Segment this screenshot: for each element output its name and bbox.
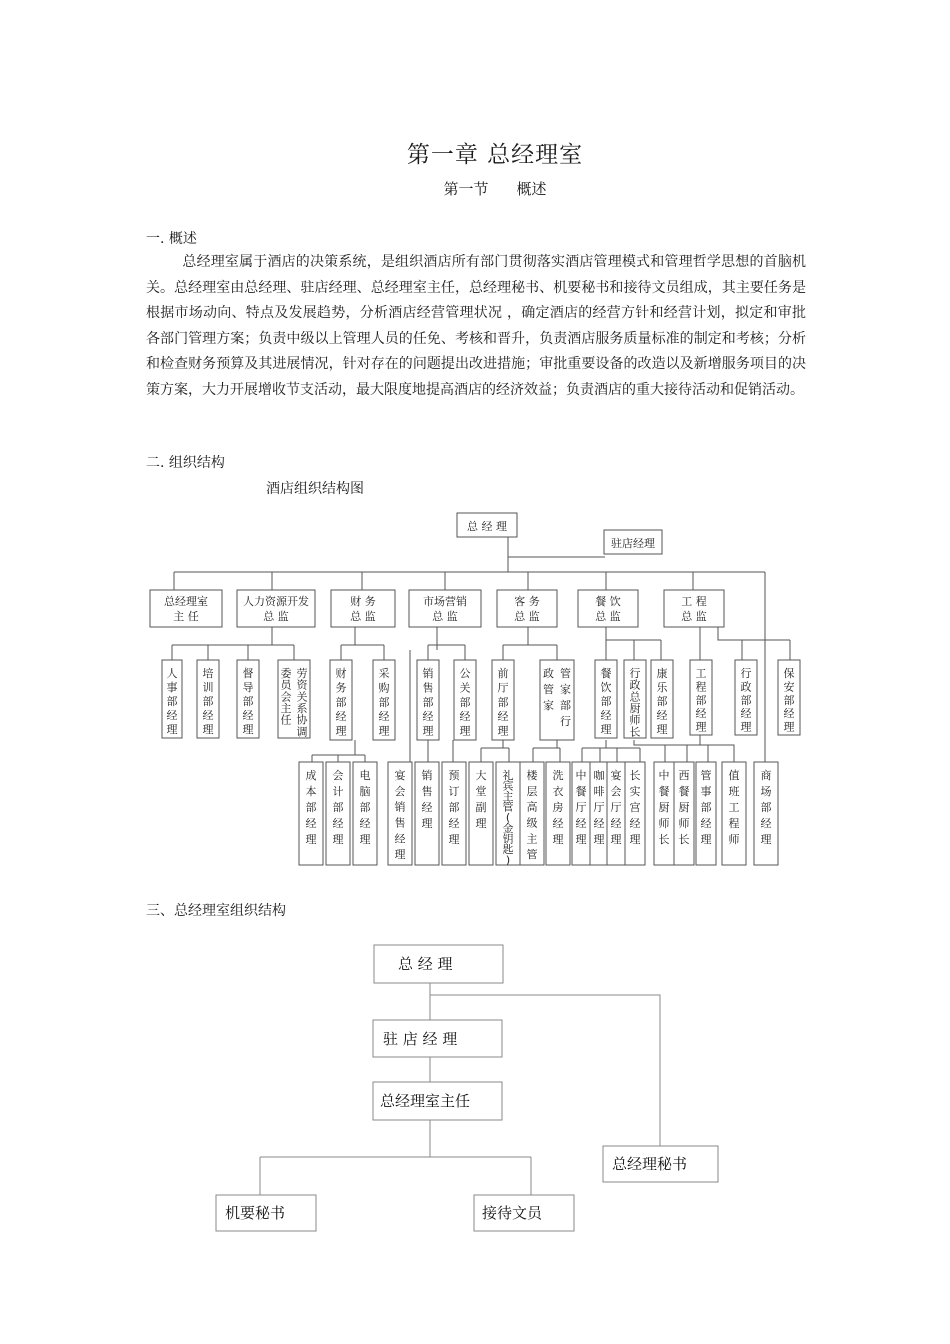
level3-box-char: 部 xyxy=(656,695,668,708)
level4-box-char: ) xyxy=(505,853,511,867)
level3-box-char: 理 xyxy=(422,724,434,738)
level4-box-char: 洗 xyxy=(552,769,564,782)
level3-box-char: 康 xyxy=(656,667,668,680)
level3-box-char: 委 xyxy=(280,667,292,680)
level4-box-char: 电 xyxy=(359,769,371,782)
level3-box-char: 理 xyxy=(378,724,390,738)
level3-box-char: 资 xyxy=(296,678,308,692)
level4-box-char: 销 xyxy=(421,769,433,782)
level3-box-char: 管 xyxy=(543,683,554,696)
section-number: 第一节 xyxy=(443,180,489,198)
level4-box-char: 高 xyxy=(526,800,538,814)
chapter-title: 第一章 总经理室 xyxy=(406,142,584,168)
level4-box-char: 经 xyxy=(629,817,641,830)
director-label: 客 务 xyxy=(514,595,540,608)
level4-box-char: 会 xyxy=(394,784,406,798)
level4-box-char: 理 xyxy=(394,848,406,862)
level3-box-char: 经 xyxy=(695,707,707,721)
level3-box-char: 理 xyxy=(202,723,214,736)
level3-box-char: 厨 xyxy=(629,702,641,715)
level4-box-char: 理 xyxy=(421,817,433,830)
director-label: 财 务 xyxy=(350,595,376,608)
level4-box-char: 宴 xyxy=(610,769,622,782)
level4-box-char: 经 xyxy=(421,801,433,814)
level4-box-char: 厅 xyxy=(575,801,587,814)
level3-box-char: 经 xyxy=(242,709,254,722)
level4-box-char: 中 xyxy=(658,769,670,782)
level4-box-char: 副 xyxy=(475,801,487,814)
director-label: 总 监 xyxy=(595,610,621,623)
level4-box-char: 售 xyxy=(421,785,433,798)
level3-box-char: 部 xyxy=(600,695,612,708)
level4-box-char: ( xyxy=(505,811,511,825)
level4-box-char: 大 xyxy=(475,769,487,782)
level3-box-char: 行 xyxy=(560,715,571,728)
resident-label: 驻 店 经 理 xyxy=(383,1030,458,1048)
level3-box-char: 家 xyxy=(560,683,571,696)
level4-box-char: 钥 xyxy=(502,832,514,846)
level4-box-char: 理 xyxy=(359,833,371,846)
level4-box-char: 成 xyxy=(305,769,317,782)
level3-box-char: 长 xyxy=(629,725,641,739)
level4-box-char: 衣 xyxy=(552,785,564,798)
level4-box-char: 金 xyxy=(502,821,514,835)
level3-box-char: 部 xyxy=(783,693,795,707)
level3-box-char: 理 xyxy=(740,720,752,734)
level3-box-char: 训 xyxy=(202,681,214,694)
level4-box-char: 宾 xyxy=(502,779,514,793)
level3-box-char: 理 xyxy=(600,723,612,736)
level4-box-char: 房 xyxy=(552,801,564,814)
level3-box-char: 厅 xyxy=(497,681,509,695)
level4-box-char: 厨 xyxy=(658,801,670,814)
overview-paragraph: 总经理室属于酒店的决策系统，是组织酒店所有部门贯彻落实酒店管理模式和管理哲学思想的首脑机关。总经理室由总经理、驻店经理、总经理室主任，总经理秘书、机要秘书和接待文员组成，其主要任务是根据市场动向、特点及发展趋势，分析酒店经营管理状况 ，确定酒店的经营方针和经营计划，拟定和审批各部门管理方案；负责中级以上管理人员的任免、考核和晋升，负责酒店服务质量标准的制定和考核；分析和检查财务预算及其进展情况，针对存在的问题提出改进措施；审批重要设备的改造以及新增服务项目的决策方案，大力开展增收节支活动，最大限度地提高酒店的经济效益；负责酒店的重大接待活动和促销活动。 xyxy=(146,254,806,398)
level4-box-char: 宴 xyxy=(394,769,406,782)
level4-box-char: 层 xyxy=(526,784,538,798)
level3-box-char: 会 xyxy=(280,690,292,704)
level3-box-char: 任 xyxy=(280,713,292,727)
level4-box-char: 咖 xyxy=(593,769,605,782)
level4-box-char: 经 xyxy=(359,817,371,830)
level3-box-char: 系 xyxy=(296,702,308,715)
level4-box-char: 实 xyxy=(629,785,641,798)
level4-box-char: 理 xyxy=(305,833,317,846)
level4-box-char: 部 xyxy=(359,801,371,814)
director-label: 总 监 xyxy=(432,610,458,623)
level3-box-char: 经 xyxy=(378,710,390,724)
level4-box-char: 啡 xyxy=(593,785,605,798)
level3-box-char: 师 xyxy=(629,713,641,727)
heading-overview: 一. 概述 xyxy=(146,231,197,247)
level3-box-char: 部 xyxy=(422,695,434,709)
level4-box-char: 理 xyxy=(552,833,564,846)
level3-box-char: 关 xyxy=(459,681,471,695)
level3-box-char: 售 xyxy=(422,681,434,695)
level3-box-char: 务 xyxy=(335,681,347,695)
level4-box-char: 值 xyxy=(728,769,740,782)
level4-box-char: 经 xyxy=(700,817,712,830)
section-name: 概述 xyxy=(516,180,547,198)
level3-box-char: 家 xyxy=(543,699,554,712)
gm-label: 总 经 理 xyxy=(398,955,453,973)
level3-box-char: 采 xyxy=(378,667,390,680)
level3-box-char: 工 xyxy=(695,667,707,680)
level4-box-char: 销 xyxy=(394,800,406,814)
gm-secretary-label: 总经理秘书 xyxy=(612,1155,688,1173)
level3-box-char: 乐 xyxy=(656,681,668,694)
director-label: 餐 饮 xyxy=(595,595,621,608)
level4-box-char: 中 xyxy=(575,769,587,782)
level3-box-char: 前 xyxy=(497,667,509,680)
director-label: 人力资源开发 xyxy=(243,595,309,608)
level4-box-char: 预 xyxy=(448,769,460,782)
level3-box-char: 销 xyxy=(422,667,434,680)
level4-box-char: 师 xyxy=(658,817,670,830)
level3-box-char: 政 xyxy=(543,667,554,680)
director-label: 总 监 xyxy=(263,610,289,623)
level4-box-char: 事 xyxy=(700,785,712,798)
level4-box-char: 餐 xyxy=(658,785,670,798)
level3-box-char: 保 xyxy=(783,667,795,680)
level3-box-char: 理 xyxy=(695,720,707,734)
level4-box-char: 班 xyxy=(728,785,740,798)
level3-box-char: 经 xyxy=(459,710,471,724)
level4-box-char: 级 xyxy=(526,816,538,830)
level3-box-char: 餐 xyxy=(600,667,612,680)
level3-box-char: 部 xyxy=(202,695,214,708)
level3-box-char: 经 xyxy=(422,710,434,724)
level4-box-char: 经 xyxy=(552,817,564,830)
level4-box-char: 主 xyxy=(502,790,514,804)
level4-box-char: 本 xyxy=(305,785,317,798)
level3-box-char: 部 xyxy=(695,693,707,707)
org-chart-caption: 酒店组织结构图 xyxy=(266,481,364,497)
level3-box-char: 经 xyxy=(202,709,214,722)
level4-box-char: 工 xyxy=(728,801,740,814)
level4-box-char: 主 xyxy=(526,832,538,846)
level4-box-char: 程 xyxy=(728,817,740,830)
level4-box-char: 厅 xyxy=(593,801,605,814)
level4-box-char: 宫 xyxy=(629,801,641,814)
level4-box-char: 师 xyxy=(678,817,690,830)
level3-box-char: 部 xyxy=(459,695,471,709)
level3-box-char: 事 xyxy=(166,681,178,694)
reception-clerk-label: 接待文员 xyxy=(482,1204,543,1222)
level3-box-char: 行 xyxy=(740,667,752,680)
level4-box-char: 售 xyxy=(394,816,406,830)
level4-box-char: 经 xyxy=(448,817,460,830)
level3-box-char: 部 xyxy=(242,695,254,708)
level4-box-char: 理 xyxy=(629,833,641,846)
level4-box-char: 经 xyxy=(610,817,622,830)
level3-box-char: 安 xyxy=(783,680,795,694)
level4-box-char: 餐 xyxy=(575,785,587,798)
level4-box-char: 经 xyxy=(305,817,317,830)
level3-box-char: 督 xyxy=(242,667,254,680)
level4-box-char: 匙 xyxy=(502,842,514,856)
level3-box-char: 导 xyxy=(242,681,254,694)
level4-box-char: 理 xyxy=(575,833,587,846)
level4-box-char: 部 xyxy=(305,801,317,814)
level4-box-char: 管 xyxy=(700,769,712,782)
confidential-secretary-label: 机要秘书 xyxy=(225,1204,286,1222)
level3-box-char: 程 xyxy=(695,680,707,694)
level4-box-char: 西 xyxy=(678,769,690,782)
level4-box-char: 理 xyxy=(448,833,460,846)
level3-box-char: 部 xyxy=(166,695,178,708)
level4-box-char: 经 xyxy=(593,817,605,830)
director-label: 总 监 xyxy=(681,610,707,623)
level3-box-char: 劳 xyxy=(296,667,308,680)
level3-box-char: 部 xyxy=(335,695,347,709)
level4-box-char: 楼 xyxy=(526,769,538,782)
level3-box-char: 协 xyxy=(296,713,308,727)
director-label: 总 监 xyxy=(514,610,540,623)
level3-box-char: 行 xyxy=(629,667,641,680)
level4-box-char: 理 xyxy=(610,833,622,846)
level3-box-char: 经 xyxy=(166,709,178,722)
level3-box-char: 总 xyxy=(629,690,641,704)
level4-box-char: 长 xyxy=(658,833,670,846)
director-label: 总经理室 xyxy=(164,595,208,608)
level4-box-char: 经 xyxy=(332,817,344,830)
level3-box-char: 经 xyxy=(783,707,795,721)
level3-box-char: 经 xyxy=(740,707,752,721)
level4-box-char: 部 xyxy=(448,801,460,814)
level4-box-char: 会 xyxy=(332,769,344,782)
level3-box-char: 理 xyxy=(335,724,347,738)
level3-box-char: 财 xyxy=(335,667,347,680)
level4-box-char: 管 xyxy=(526,848,538,862)
level3-box-char: 主 xyxy=(280,702,292,715)
level4-box-char: 厅 xyxy=(610,801,622,814)
level4-box-char: 部 xyxy=(332,801,344,814)
level3-box-char: 部 xyxy=(497,695,509,709)
level4-box-char: 经 xyxy=(394,832,406,846)
level4-box-char: 经 xyxy=(760,817,772,830)
level4-box-char: 会 xyxy=(610,785,622,798)
level3-box-char: 经 xyxy=(497,710,509,724)
level4-box-char: 计 xyxy=(332,785,344,798)
level3-box-char: 理 xyxy=(166,723,178,736)
director-label: 市场营销 xyxy=(423,595,467,608)
level3-box-char: 理 xyxy=(656,723,668,736)
level4-box-char: 理 xyxy=(700,833,712,846)
level4-box-char: 理 xyxy=(593,833,605,846)
director-label: 总经理室主任 xyxy=(380,1092,471,1110)
level3-box-char: 部 xyxy=(560,699,571,712)
level3-box-char: 理 xyxy=(459,724,471,738)
level4-box-char: 订 xyxy=(448,785,460,798)
level4-box-char: 长 xyxy=(678,833,690,846)
level3-box-char: 政 xyxy=(629,678,641,692)
level3-box-char: 公 xyxy=(459,667,471,680)
heading-org-structure: 二. 组织结构 xyxy=(146,455,225,471)
level4-box-char: 理 xyxy=(475,817,487,830)
level3-box-char: 调 xyxy=(296,725,308,739)
level3-box-char: 经 xyxy=(600,709,612,722)
level4-box-char: 礼 xyxy=(502,769,514,782)
level4-box-char: 长 xyxy=(629,769,641,782)
level4-box-char: 师 xyxy=(728,833,740,846)
level4-box-char: 理 xyxy=(332,833,344,846)
level4-box-char: 商 xyxy=(760,769,772,782)
level4-box-char: 堂 xyxy=(475,785,487,798)
director-label: 工 程 xyxy=(681,595,707,608)
level4-box-char: 脑 xyxy=(359,785,371,798)
level4-box-char: 经 xyxy=(575,817,587,830)
level4-box-char: 部 xyxy=(700,801,712,814)
level4-box-char: 理 xyxy=(760,833,772,846)
level4-box-char: 管 xyxy=(502,800,514,814)
director-label: 主 任 xyxy=(173,610,199,623)
level3-box-char: 员 xyxy=(280,678,292,692)
level3-box-char: 经 xyxy=(656,709,668,722)
level4-box-char: 餐 xyxy=(678,785,690,798)
level4-box-char: 厨 xyxy=(678,801,690,814)
director-label: 总 监 xyxy=(350,610,376,623)
level3-box-char: 关 xyxy=(296,690,308,704)
level3-box-char: 管 xyxy=(560,667,571,680)
level3-box-char: 部 xyxy=(740,693,752,707)
level3-box-char: 饮 xyxy=(600,681,612,694)
level3-box-char: 培 xyxy=(202,667,214,680)
level3-box-char: 部 xyxy=(378,695,390,709)
level3-box-char: 购 xyxy=(378,681,390,695)
level3-box-char: 理 xyxy=(242,723,254,736)
level3-box-char: 理 xyxy=(497,724,509,738)
org-resident-label: 驻店经理 xyxy=(611,537,655,550)
org-top-label: 总 经 理 xyxy=(467,520,507,533)
heading-gm-office-structure: 三、总经理室组织结构 xyxy=(146,903,286,919)
level3-box-char: 政 xyxy=(740,680,752,694)
level4-box-char: 部 xyxy=(760,801,772,814)
level4-box-char: 场 xyxy=(760,785,772,798)
level3-box-char: 人 xyxy=(166,667,178,680)
level3-box-char: 理 xyxy=(783,720,795,734)
level3-box-char: 经 xyxy=(335,710,347,724)
